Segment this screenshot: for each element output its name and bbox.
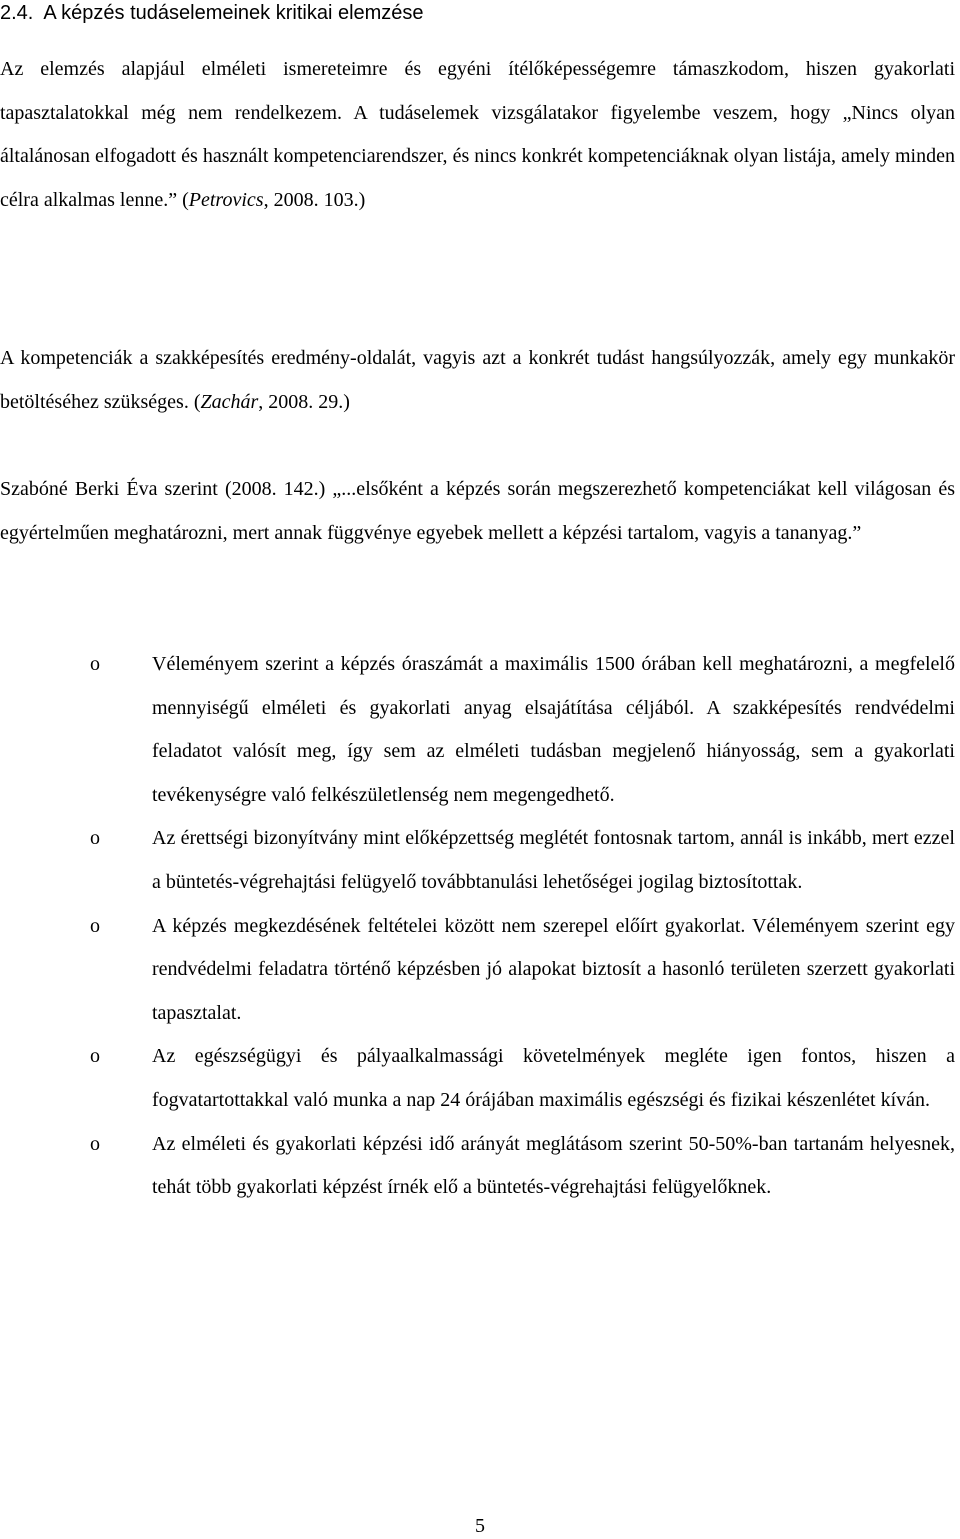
paragraph-quote xyxy=(0,468,955,555)
list-item-text: Az egészségügyi és pályaalkalmassági követelmények megléte igen fontos, hiszen a fogvatartottakkal való munka a nap 24 órájában maximális egészségi és fizikai készenlétet kíván. xyxy=(152,1045,955,1111)
list-item xyxy=(0,817,955,904)
paragraph-quote-text: Szabóné Berki Éva szerint (2008. 142.) „...elsőként a képzés során megszerezhető kompetenciákat kell világosan és egyértelműen meghatározni, mert annak függvénye egyebek mellett a képzési tartalom, vagyis a tananyag.” xyxy=(0,478,955,544)
paragraph-intro xyxy=(0,48,955,222)
bullet-marker: o xyxy=(90,1132,100,1155)
section-title: A képzés tudáselemeinek kritikai elemzése xyxy=(43,2,424,24)
paragraph-intro-text: Az elemzés alapjául elméleti ismereteimre és egyéni ítélőképességemre támaszkodom, hiszen gyakorlati tapasztalatokkal még nem rendelkezem. A tudáselemek vizsgálatakor figyelembe veszem, hogy „Nincs olyan általánosan elfogadott és használt kompetenciarendszer, és nincs konkrét kompetenciáknak olyan listája, amely minden célra alkalmas lenne.” ( xyxy=(0,58,955,211)
page-number: 5 xyxy=(475,1515,485,1537)
list-item-text: Az érettségi bizonyítvány mint előképzettség meglétét fontosnak tartom, annál is inkább, mert ezzel a büntetés-végrehajtási felügyelő továbbtanulási lehetőségei jogilag biztosítottak. xyxy=(152,827,955,893)
section-number: 2.4. xyxy=(0,2,34,24)
list-item xyxy=(0,643,955,817)
list-item xyxy=(0,905,955,1036)
list-item-text: Az elméleti és gyakorlati képzési idő arányát meglátásom szerint 50-50%-ban tartanám helyesnek, tehát több gyakorlati képzést írnék elő a büntetés-végrehajtási felügyelőknek. xyxy=(152,1132,955,1199)
list-item-text: Véleményem szerint a képzés óraszámát a maximális 1500 órában kell meghatározni, a megfelelő mennyiségű elméleti és gyakorlati anyag elsajátítása céljából. A szakképesítés rendvédelmi feladatot valósít meg, így sem az elméleti tudásban megjelenő hiányosság, sem a gyakorlati tevékenységre való felkészületlenség nem megengedhető. xyxy=(152,653,955,806)
bullet-marker: o xyxy=(90,827,100,850)
opinion-list xyxy=(0,643,955,1210)
list-item xyxy=(0,1123,955,1210)
bullet-marker: o xyxy=(90,1045,100,1068)
citation-author: Zachár xyxy=(200,390,259,413)
citation-rest: , 2008. 103.) xyxy=(263,188,366,211)
paragraph-competencies xyxy=(0,337,955,424)
section-heading xyxy=(0,0,424,26)
bullet-marker: o xyxy=(90,653,100,675)
list-item-text: A képzés megkezdésének feltételei között nem szerepel előírt gyakorlat. Véleményem szerint egy rendvédelmi feladatra történő képzésben jó alapokat biztosít a hasonló területen szerzett gyakorlati tapasztalat. xyxy=(152,914,955,1024)
bullet-marker: o xyxy=(90,914,100,937)
paragraph-competencies-text: A kompetenciák a szakképesítés eredmény-oldalát, vagyis azt a konkrét tudást hangsúlyozzák, amely egy munkakör betöltéséhez szükséges. ( xyxy=(0,347,955,413)
citation-author: Petrovics xyxy=(188,188,264,211)
list-item xyxy=(0,1035,955,1122)
citation-rest: , 2008. 29.) xyxy=(258,390,350,413)
